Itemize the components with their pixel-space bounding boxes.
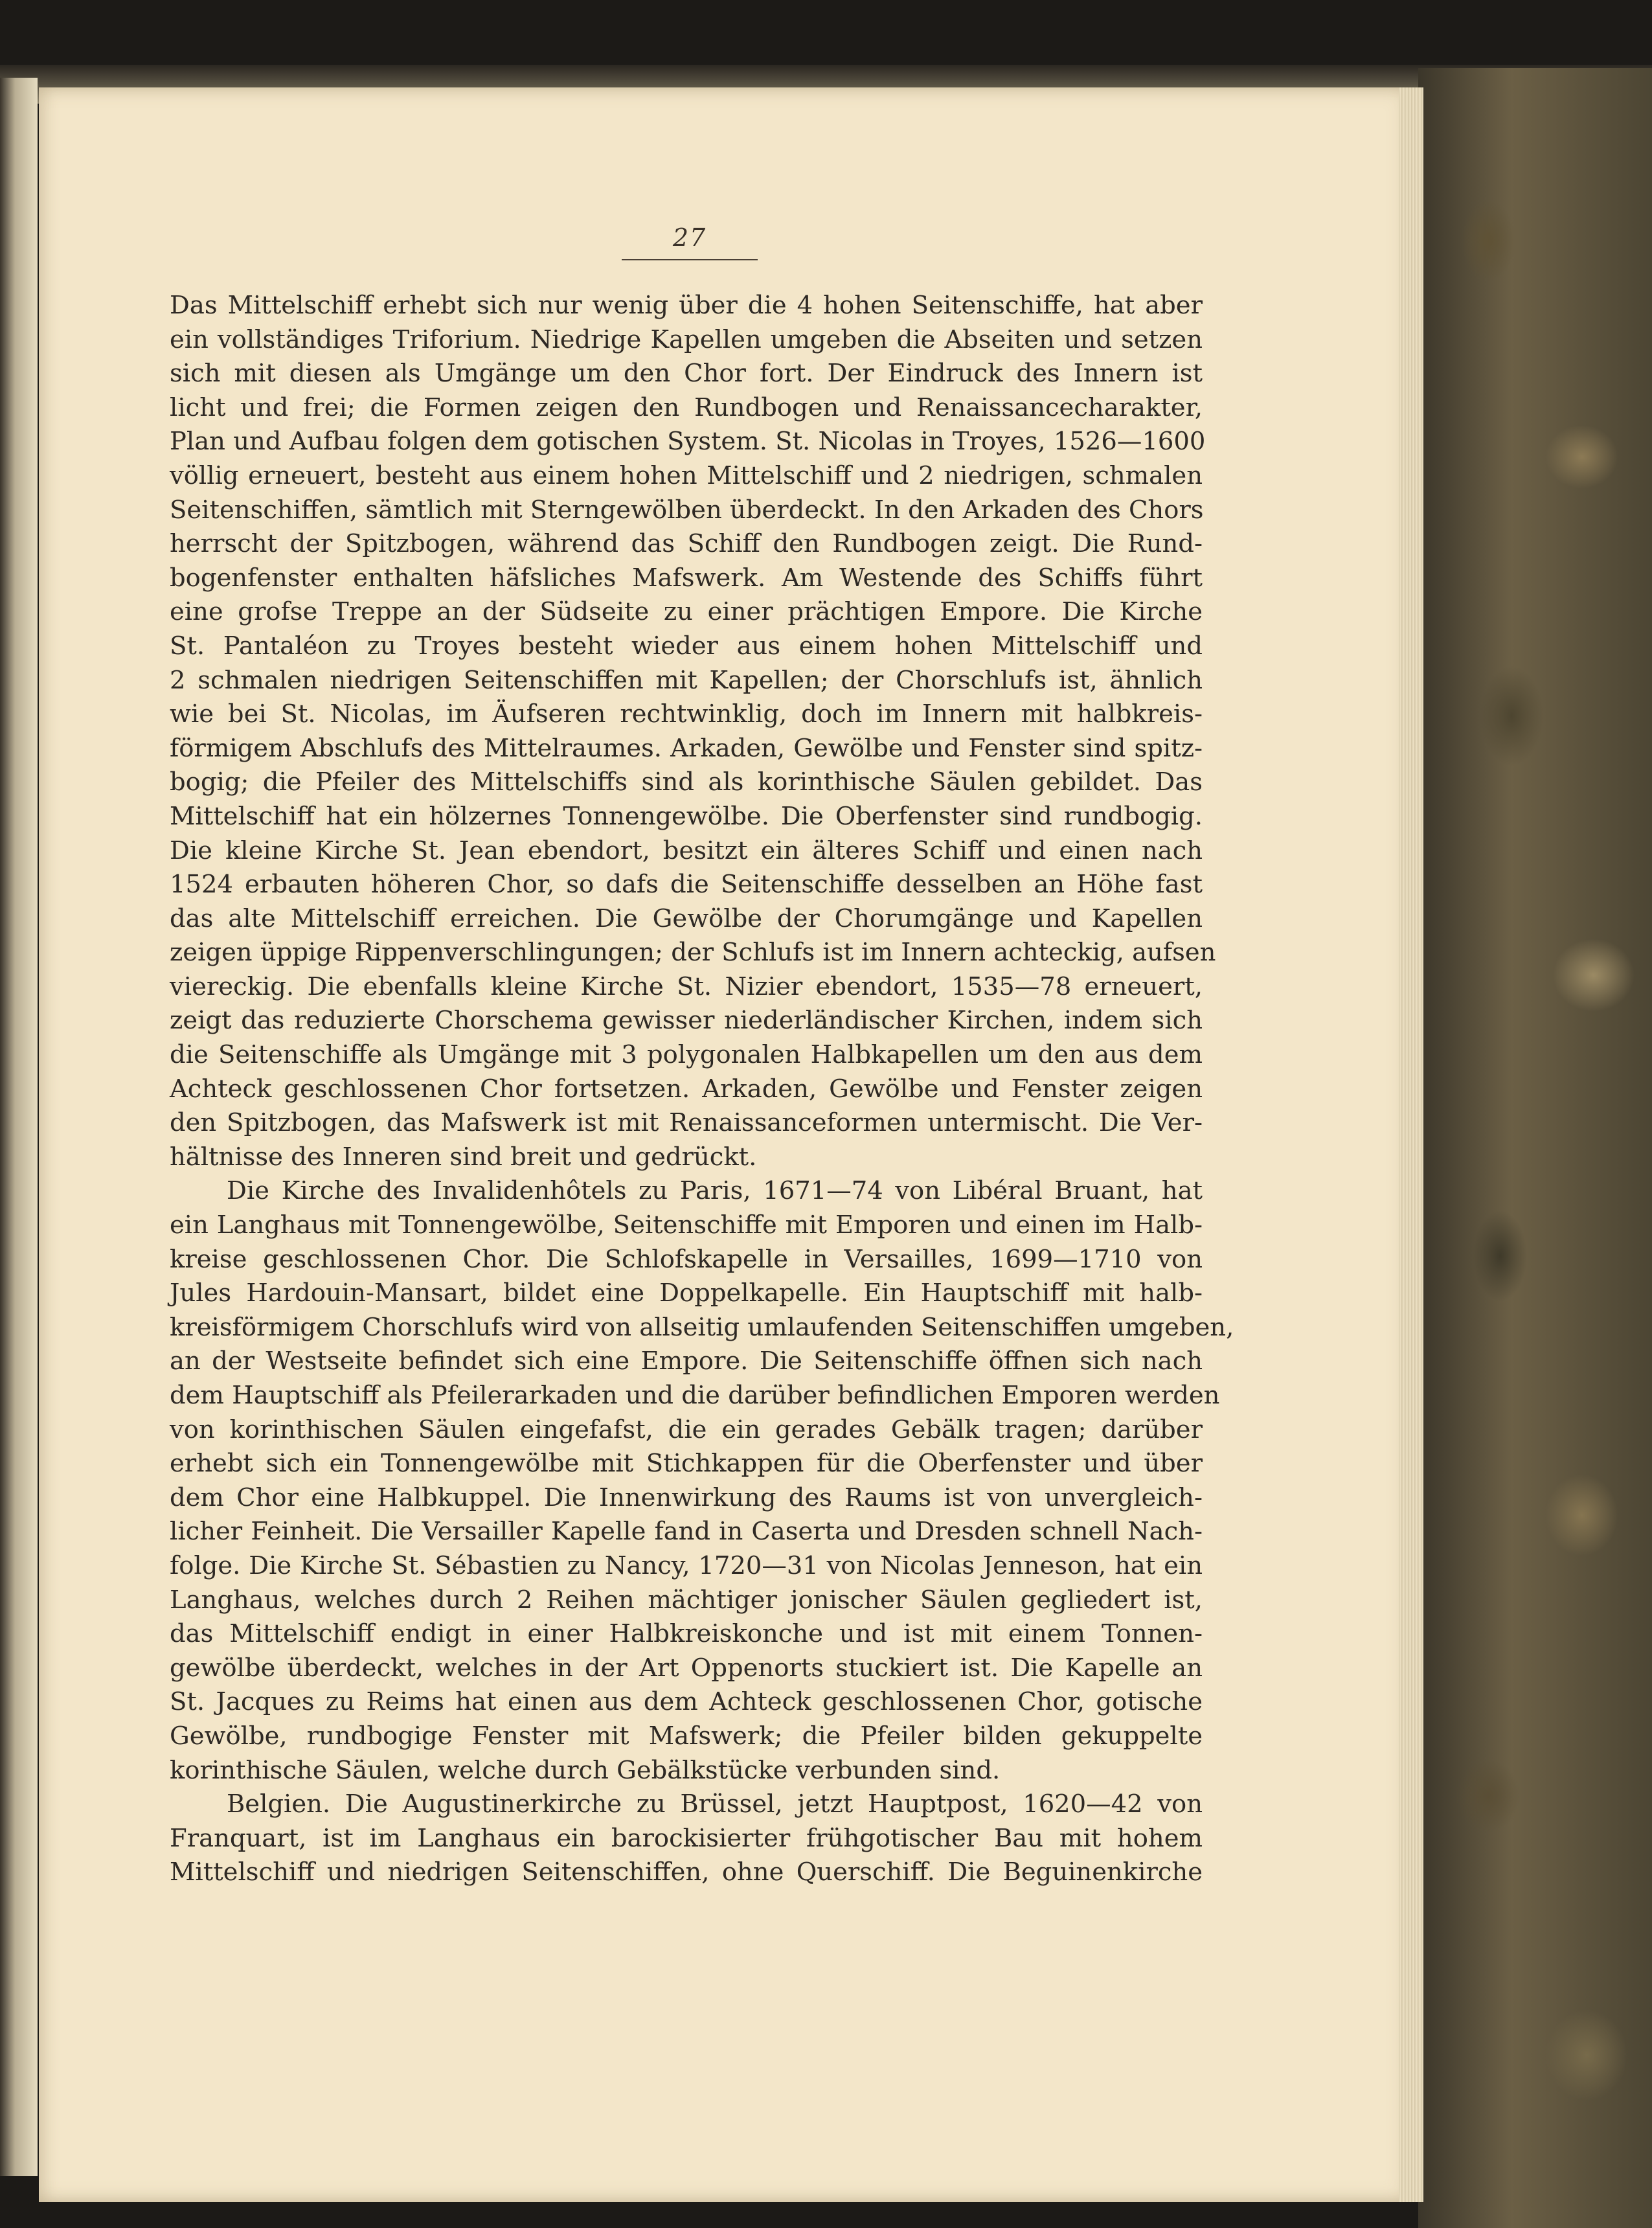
text-line: ein Langhaus mit Tonnengewölbe, Seitenschiffe mit Emporen und einen im Halb- [170, 1211, 1203, 1240]
text-line: sich mit diesen als Umgänge um den Chor fort. Der Eindruck des Innern ist [170, 359, 1203, 389]
text-line: Seitenschiffen, sämtlich mit Sterngewölben überdeckt. In den Arkaden des Chors [170, 495, 1204, 525]
text-line: Die Kirche des Invalidenhôtels zu Paris, 1671—74 von Libéral Bruant, hat [227, 1176, 1203, 1206]
text-line: Plan und Aufbau folgen dem gotischen System. St. Nicolas in Troyes, 1526—1600 [170, 427, 1206, 457]
text-line: dem Chor eine Halbkuppel. Die Innenwirkung des Raums ist von unvergleich- [170, 1483, 1203, 1512]
text-line: Mittelschiff hat ein hölzernes Tonnengewölbe. Die Oberfenster sind rundbogig. [170, 801, 1203, 831]
text-line: gewölbe überdeckt, welches in der Art Oppenorts stuckiert ist. Die Kapelle an [170, 1653, 1203, 1683]
left-page-edge [0, 78, 38, 2176]
text-line: St. Pantaléon zu Troyes besteht wieder aus einem hohen Mittelschiff und [170, 631, 1203, 661]
text-line: die Seitenschiffe als Umgänge mit 3 polygonalen Halbkapellen um den aus dem [170, 1040, 1203, 1070]
text-line: das Mittelschiff endigt in einer Halbkreiskonche und ist mit einem Tonnen- [170, 1619, 1203, 1649]
text-line: Gewölbe, rundbogige Fenster mit Mafswerk; die Pfeiler bilden gekuppelte [170, 1721, 1203, 1751]
text-line: von korinthischen Säulen eingefafst, die ein gerades Gebälk tragen; darüber [170, 1415, 1203, 1444]
text-line: Langhaus, welches durch 2 Reihen mächtiger jonischer Säulen gegliedert ist, [170, 1585, 1203, 1615]
text-line: Franquart, ist im Langhaus ein barockisierter frühgotischer Bau mit hohem [170, 1823, 1203, 1853]
text-line: ein vollständiges Triforium. Niedrige Kapellen umgeben die Abseiten und setzen [170, 324, 1203, 354]
text-line: bogenfenster enthalten häfsliches Mafswerk. Am Westende des Schiffs führt [170, 563, 1203, 593]
text-line: das alte Mittelschiff erreichen. Die Gewölbe der Chorumgänge und Kapellen [170, 904, 1203, 933]
text-line: den Spitzbogen, das Mafswerk ist mit Renaissanceformen untermischt. Die Ver- [170, 1108, 1203, 1138]
text-line: Achteck geschlossenen Chor fortsetzen. Arkaden, Gewölbe und Fenster zeigen [170, 1074, 1203, 1104]
text-line: hältnisse des Inneren sind breit und gedrückt. [170, 1142, 757, 1172]
text-line: folge. Die Kirche St. Sébastien zu Nancy, 1720—31 von Nicolas Jenneson, hat ein [170, 1551, 1203, 1580]
text-line: Jules Hardouin-Mansart, bildet eine Doppelkapelle. Ein Hauptschiff mit halb- [170, 1279, 1203, 1308]
text-line: kreise geschlossenen Chor. Die Schlofskapelle in Versailles, 1699—1710 von [170, 1244, 1203, 1274]
text-line: Mittelschiff und niedrigen Seitenschiffen, ohne Querschiff. Die Beguinenkirche [170, 1858, 1203, 1887]
page-stack-edge [1399, 87, 1423, 2202]
text-line: bogig; die Pfeiler des Mittelschiffs sind als korinthische Säulen gebildet. Das [170, 767, 1203, 797]
page-number-rule [622, 259, 758, 260]
text-line: völlig erneuert, besteht aus einem hohen Mittelschiff und 2 niedrigen, schmalen [170, 460, 1203, 490]
text-line: herrscht der Spitzbogen, während das Schiff den Rundbogen zeigt. Die Rund- [170, 529, 1203, 559]
marbled-cover-board [1418, 68, 1652, 2228]
text-line: dem Hauptschiff als Pfeilerarkaden und die darüber befindlichen Emporen werden [170, 1381, 1220, 1410]
page-number: 27 [672, 223, 707, 252]
text-line: korinthische Säulen, welche durch Gebälkstücke verbunden sind. [170, 1755, 1001, 1785]
text-line: wie bei St. Nicolas, im Äufseren rechtwinklig, doch im Innern mit halbkreis- [170, 699, 1203, 729]
text-line: Belgien. Die Augustinerkirche zu Brüssel, jetzt Hauptpost, 1620—42 von [227, 1790, 1203, 1819]
text-line: Die kleine Kirche St. Jean ebendort, besitzt ein älteres Schiff und einen nach [170, 836, 1203, 865]
text-line: erhebt sich ein Tonnengewölbe mit Stichkappen für die Oberfenster und über [170, 1449, 1203, 1479]
text-line: zeigt das reduzierte Chorschema gewisser niederländischer Kirchen, indem sich [170, 1006, 1203, 1036]
text-line: 2 schmalen niedrigen Seitenschiffen mit Kapellen; der Chorschlufs ist, ähnlich [170, 665, 1203, 695]
text-line: viereckig. Die ebenfalls kleine Kirche St. Nizier ebendort, 1535—78 erneuert, [170, 972, 1203, 1001]
text-line: an der Westseite befindet sich eine Empore. Die Seitenschiffe öffnen sich nach [170, 1347, 1203, 1376]
text-line: 1524 erbauten höheren Chor, so dafs die Seitenschiffe desselben an Höhe fast [170, 870, 1203, 900]
text-line: licht und frei; die Formen zeigen den Rundbogen und Renaissancecharakter, [170, 392, 1203, 422]
text-line: eine grofse Treppe an der Südseite zu einer prächtigen Empore. Die Kirche [170, 597, 1203, 627]
text-line: zeigen üppige Rippenverschlingungen; der Schlufs ist im Innern achteckig, aufsen [170, 938, 1216, 968]
text-line: St. Jacques zu Reims hat einen aus dem Achteck geschlossenen Chor, gotische [170, 1687, 1203, 1717]
text-line: licher Feinheit. Die Versailler Kapelle fand in Caserta und Dresden schnell Nach- [170, 1517, 1203, 1547]
text-line: Das Mittelschiff erhebt sich nur wenig über die 4 hohen Seitenschiffe, hat aber [170, 291, 1203, 320]
text-line: kreisförmigem Chorschlufs wird von allseitig umlaufenden Seitenschiffen umgeben, [170, 1312, 1234, 1342]
text-line: förmigem Abschlufs des Mittelraumes. Arkaden, Gewölbe und Fenster sind spitz- [170, 733, 1203, 763]
body-text [170, 289, 1234, 1890]
